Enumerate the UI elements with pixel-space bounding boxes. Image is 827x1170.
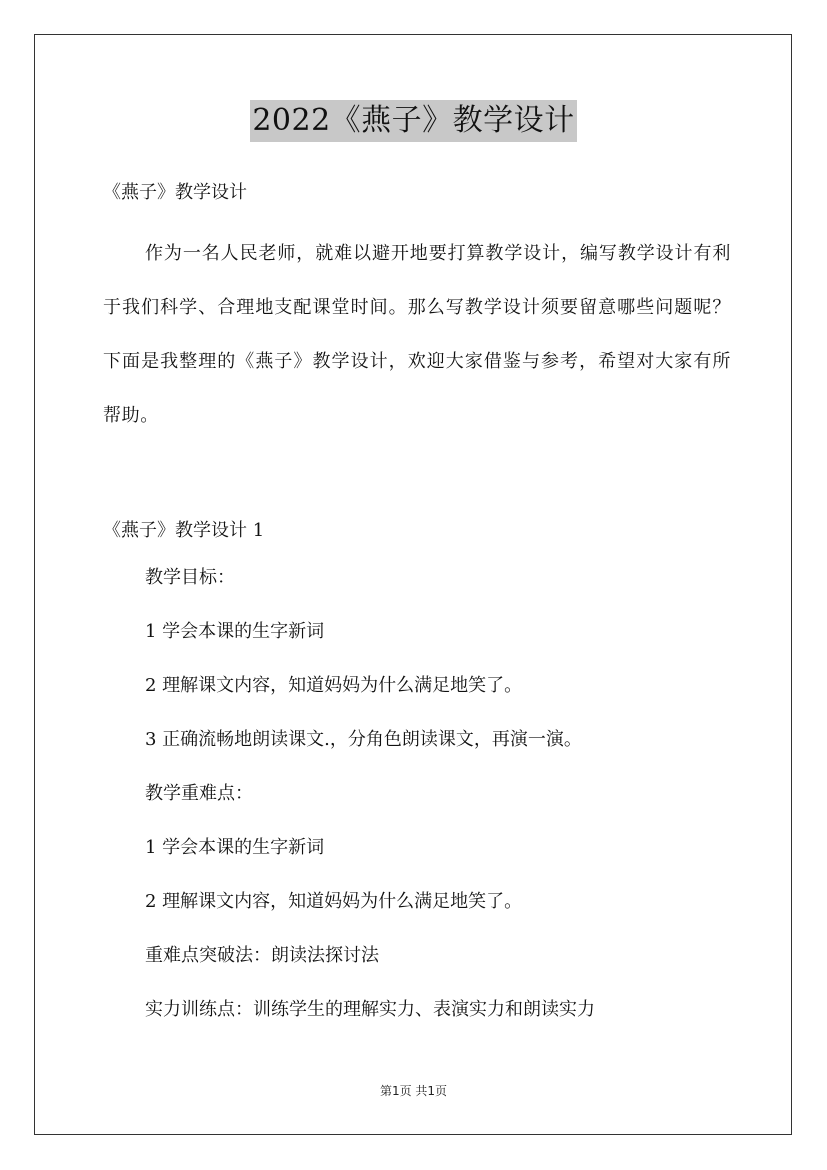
paragraph-key-points-heading: 教学重难点： — [145, 783, 253, 804]
title-container — [0, 100, 827, 142]
paragraph-goal-3: 3 正确流畅地朗读课文.，分角色朗读课文，再演一演。 — [145, 729, 582, 750]
paragraph-training: 实力训练点：训练学生的理解实力、表演实力和朗读实力 — [145, 999, 595, 1020]
paragraph-key-point-2: 2 理解课文内容，知道妈妈为什么满足地笑了。 — [145, 891, 523, 912]
paragraph-goal-1: 1 学会本课的生字新词 — [145, 621, 325, 642]
intro-paragraph: 作为一名人民老师，就难以避开地要打算教学设计，编写教学设计有利于我们科学、合理地支配课堂时间。那么写教学设计须要留意哪些问题呢？下面是我整理的《燕子》教学设计，欢迎大家借鉴与参考，希望对大家有所帮助。 — [103, 243, 731, 426]
paragraph-teaching-goals-heading: 教学目标： — [145, 567, 235, 588]
paragraph-method: 重难点突破法：朗读法探讨法 — [145, 945, 379, 966]
paragraph-key-point-1: 1 学会本课的生字新词 — [145, 837, 325, 858]
document-subtitle: 《燕子》教学设计 — [103, 182, 247, 203]
document-body — [103, 173, 731, 1037]
page-footer: 第1页 共1页 — [379, 1084, 448, 1098]
paragraph-goal-2: 2 理解课文内容，知道妈妈为什么满足地笑了。 — [145, 675, 523, 696]
document-title: 2022《燕子》教学设计 — [250, 100, 576, 142]
section-title: 《燕子》教学设计 1 — [103, 520, 265, 541]
